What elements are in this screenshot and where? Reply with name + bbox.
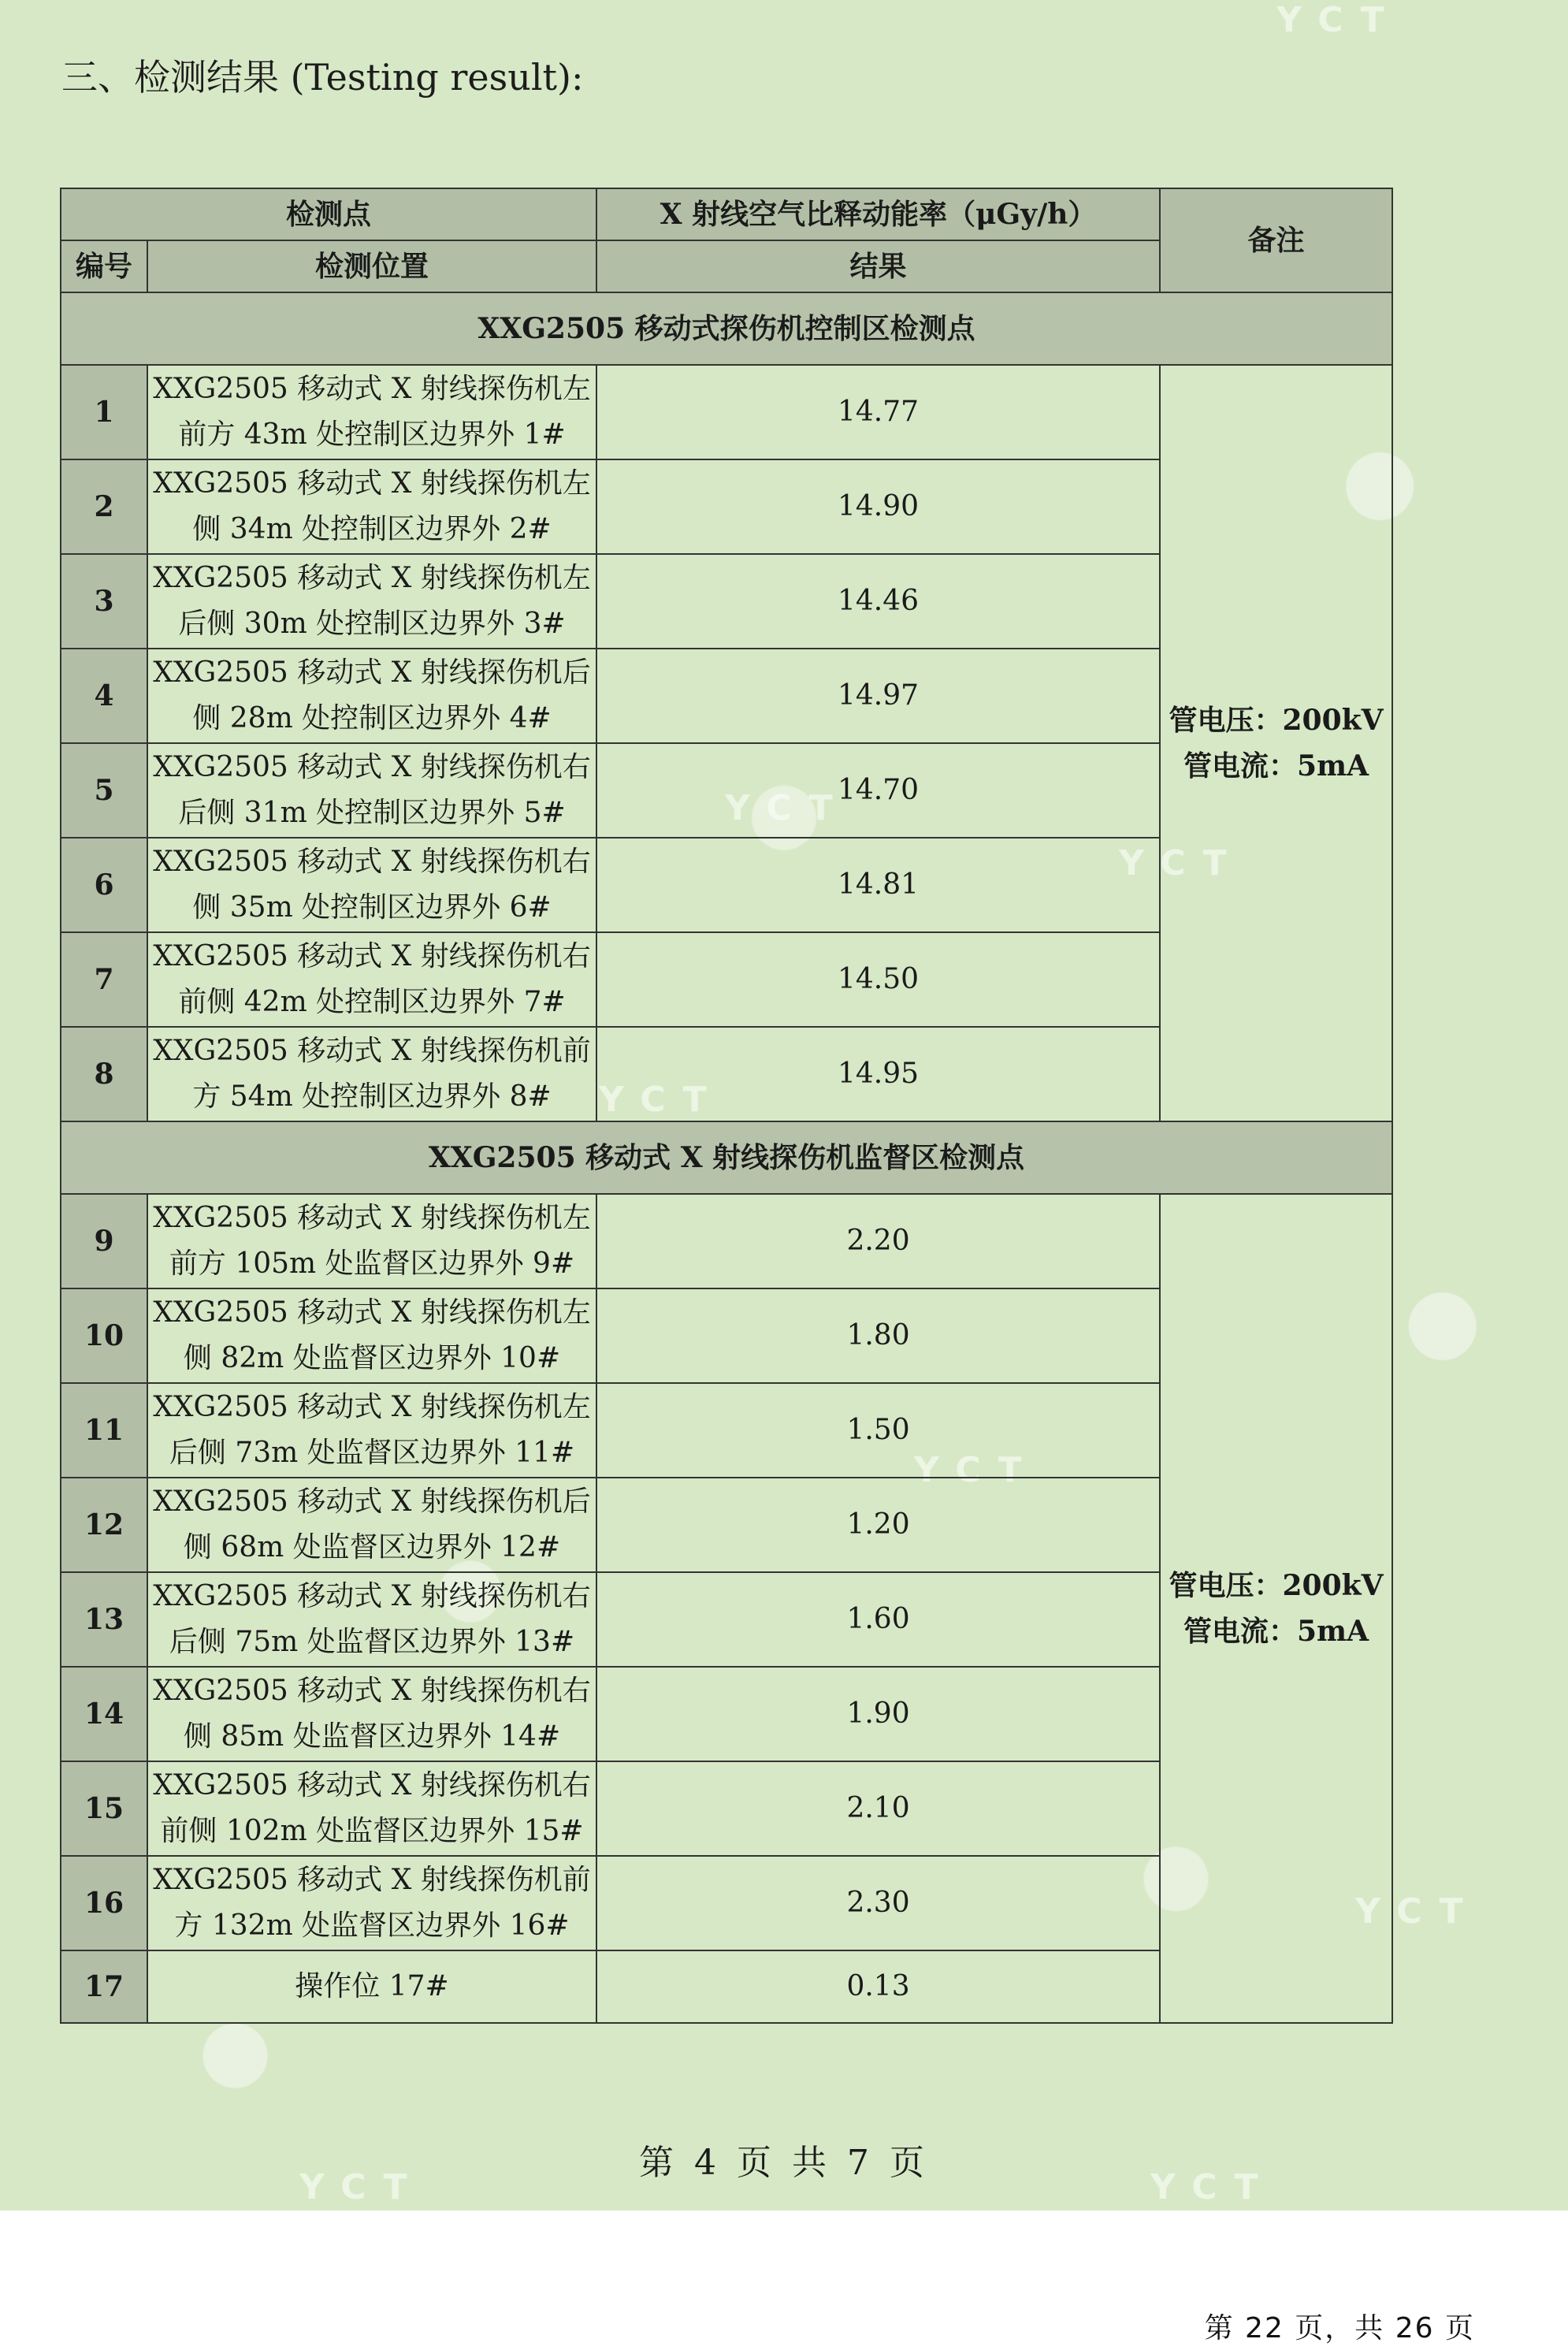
watermark: YCT (725, 788, 850, 828)
inner-page-number: 第 4 页 共 7 页 (639, 2143, 929, 2183)
row-no: 7 (61, 932, 147, 1027)
position-line: 前方 105m 处监督区边界外 9# (169, 1248, 575, 1280)
position-line: XXG2505 移动式 X 射线探伤机后 (153, 1485, 591, 1518)
position-line: 前侧 102m 处监督区边界外 15# (160, 1815, 584, 1847)
watermark: YCT (1119, 843, 1244, 883)
remark-control (1160, 365, 1392, 1121)
row-position (147, 365, 596, 459)
position-line: 侧 85m 处监督区边界外 14# (183, 1720, 561, 1753)
remark-current: 管电流：5mA (1183, 1615, 1369, 1648)
position-line: XXG2505 移动式 X 射线探伤机右 (153, 846, 591, 878)
watermark: YCT (1150, 2167, 1276, 2207)
watermark: YCT (299, 2167, 425, 2207)
row-no: 3 (61, 554, 147, 649)
row-result: 1.20 (596, 1478, 1160, 1572)
header-remark: 备注 (1160, 188, 1392, 292)
section-row (61, 1121, 1392, 1194)
row-no: 8 (61, 1027, 147, 1121)
position-line: 侧 28m 处控制区边界外 4# (192, 702, 552, 734)
header-result: 结果 (596, 240, 1160, 292)
row-no: 16 (61, 1856, 147, 1950)
row-position (147, 743, 596, 838)
header-rate: X 射线空气比释动能率（μGy/h） (596, 188, 1160, 240)
section-title-supervision: XXG2505 移动式 X 射线探伤机监督区检测点 (61, 1121, 1392, 1194)
row-no: 13 (61, 1572, 147, 1667)
remark-current: 管电流：5mA (1183, 749, 1369, 783)
position-line: 方 132m 处监督区边界外 16# (174, 1909, 570, 1942)
row-result: 2.10 (596, 1761, 1160, 1856)
position-line: XXG2505 移动式 X 射线探伤机前 (153, 1864, 591, 1896)
remark-supervision (1160, 1194, 1392, 2023)
row-result: 2.30 (596, 1856, 1160, 1950)
row-position (147, 1288, 596, 1383)
position-line: 后侧 30m 处控制区边界外 3# (178, 608, 566, 640)
position-line: 方 54m 处控制区边界外 8# (192, 1080, 552, 1113)
row-position (147, 1856, 596, 1950)
row-position (147, 838, 596, 932)
row-result: 1.60 (596, 1572, 1160, 1667)
row-no: 2 (61, 459, 147, 554)
watermark: YCT (599, 1080, 724, 1120)
position-line: 后侧 73m 处监督区边界外 11# (169, 1437, 575, 1469)
row-no: 6 (61, 838, 147, 932)
outer-page-number: 第 22 页，共 26 页 (1204, 2312, 1475, 2344)
row-position (147, 1761, 596, 1856)
position-line: XXG2505 移动式 X 射线探伤机左 (153, 1202, 591, 1234)
remark-voltage: 管电压：200kV (1169, 704, 1384, 737)
row-position (147, 1383, 596, 1478)
position-line: XXG2505 移动式 X 射线探伤机右 (153, 940, 591, 972)
position-line: XXG2505 移动式 X 射线探伤机右 (153, 1675, 591, 1707)
position-line: 后侧 75m 处监督区边界外 13# (169, 1626, 575, 1658)
position-line: XXG2505 移动式 X 射线探伤机右 (153, 1580, 591, 1612)
row-result: 14.90 (596, 459, 1160, 554)
row-result: 14.46 (596, 554, 1160, 649)
row-position (147, 459, 596, 554)
watermark: YCT (1276, 0, 1402, 40)
row-position (147, 554, 596, 649)
position-line: 侧 34m 处控制区边界外 2# (192, 513, 552, 545)
row-no: 9 (61, 1194, 147, 1288)
row-position (147, 1027, 596, 1121)
row-no: 1 (61, 365, 147, 459)
section-title: 三、检测结果 (Testing result): (61, 56, 584, 99)
row-no: 14 (61, 1667, 147, 1761)
row-result: 1.50 (596, 1383, 1160, 1478)
position-line: 前方 43m 处控制区边界外 1# (178, 418, 566, 451)
row-result: 14.95 (596, 1027, 1160, 1121)
row-position (147, 649, 596, 743)
row-position (147, 1572, 596, 1667)
row-result: 14.70 (596, 743, 1160, 838)
row-position (147, 1667, 596, 1761)
row-no: 17 (61, 1950, 147, 2023)
position-line: 前侧 42m 处控制区边界外 7# (178, 986, 566, 1018)
position-line: XXG2505 移动式 X 射线探伤机左 (153, 373, 591, 405)
row-result: 0.13 (596, 1950, 1160, 2023)
row-position (147, 1194, 596, 1288)
row-no: 4 (61, 649, 147, 743)
row-position: 操作位 17# (147, 1950, 596, 2023)
results-table (60, 188, 1393, 2024)
row-no: 15 (61, 1761, 147, 1856)
position-line: 侧 35m 处控制区边界外 6# (192, 891, 552, 924)
position-line: 侧 82m 处监督区边界外 10# (183, 1342, 561, 1374)
position-line: XXG2505 移动式 X 射线探伤机左 (153, 467, 591, 500)
row-no: 10 (61, 1288, 147, 1383)
remark-voltage: 管电压：200kV (1169, 1569, 1384, 1602)
position-line: XXG2505 移动式 X 射线探伤机后 (153, 656, 591, 689)
header-no: 编号 (61, 240, 147, 292)
position-line: XXG2505 移动式 X 射线探伤机前 (153, 1035, 591, 1067)
row-result: 1.80 (596, 1288, 1160, 1383)
watermark: YCT (1355, 1891, 1481, 1932)
row-result: 2.20 (596, 1194, 1160, 1288)
header-point: 检测点 (61, 188, 596, 240)
row-result: 14.81 (596, 838, 1160, 932)
row-result: 14.97 (596, 649, 1160, 743)
table-row (61, 365, 1392, 459)
row-result: 14.77 (596, 365, 1160, 459)
section-title-control: XXG2505 移动式探伤机控制区检测点 (61, 292, 1392, 365)
position-line: XXG2505 移动式 X 射线探伤机左 (153, 562, 591, 594)
row-result: 14.50 (596, 932, 1160, 1027)
row-result: 1.90 (596, 1667, 1160, 1761)
header-position: 检测位置 (147, 240, 596, 292)
position-line: 侧 68m 处监督区边界外 12# (183, 1531, 561, 1564)
section-row (61, 292, 1392, 365)
header-row (61, 188, 1392, 240)
row-no: 12 (61, 1478, 147, 1572)
position-line: XXG2505 移动式 X 射线探伤机右 (153, 751, 591, 783)
position-line: XXG2505 移动式 X 射线探伤机右 (153, 1769, 591, 1802)
row-no: 11 (61, 1383, 147, 1478)
watermark: YCT (914, 1450, 1039, 1490)
row-no: 5 (61, 743, 147, 838)
position-line: XXG2505 移动式 X 射线探伤机左 (153, 1296, 591, 1329)
table-row (61, 1194, 1392, 1288)
row-position (147, 932, 596, 1027)
row-position (147, 1478, 596, 1572)
position-line: 后侧 31m 处控制区边界外 5# (178, 797, 566, 829)
position-line: XXG2505 移动式 X 射线探伤机左 (153, 1391, 591, 1423)
